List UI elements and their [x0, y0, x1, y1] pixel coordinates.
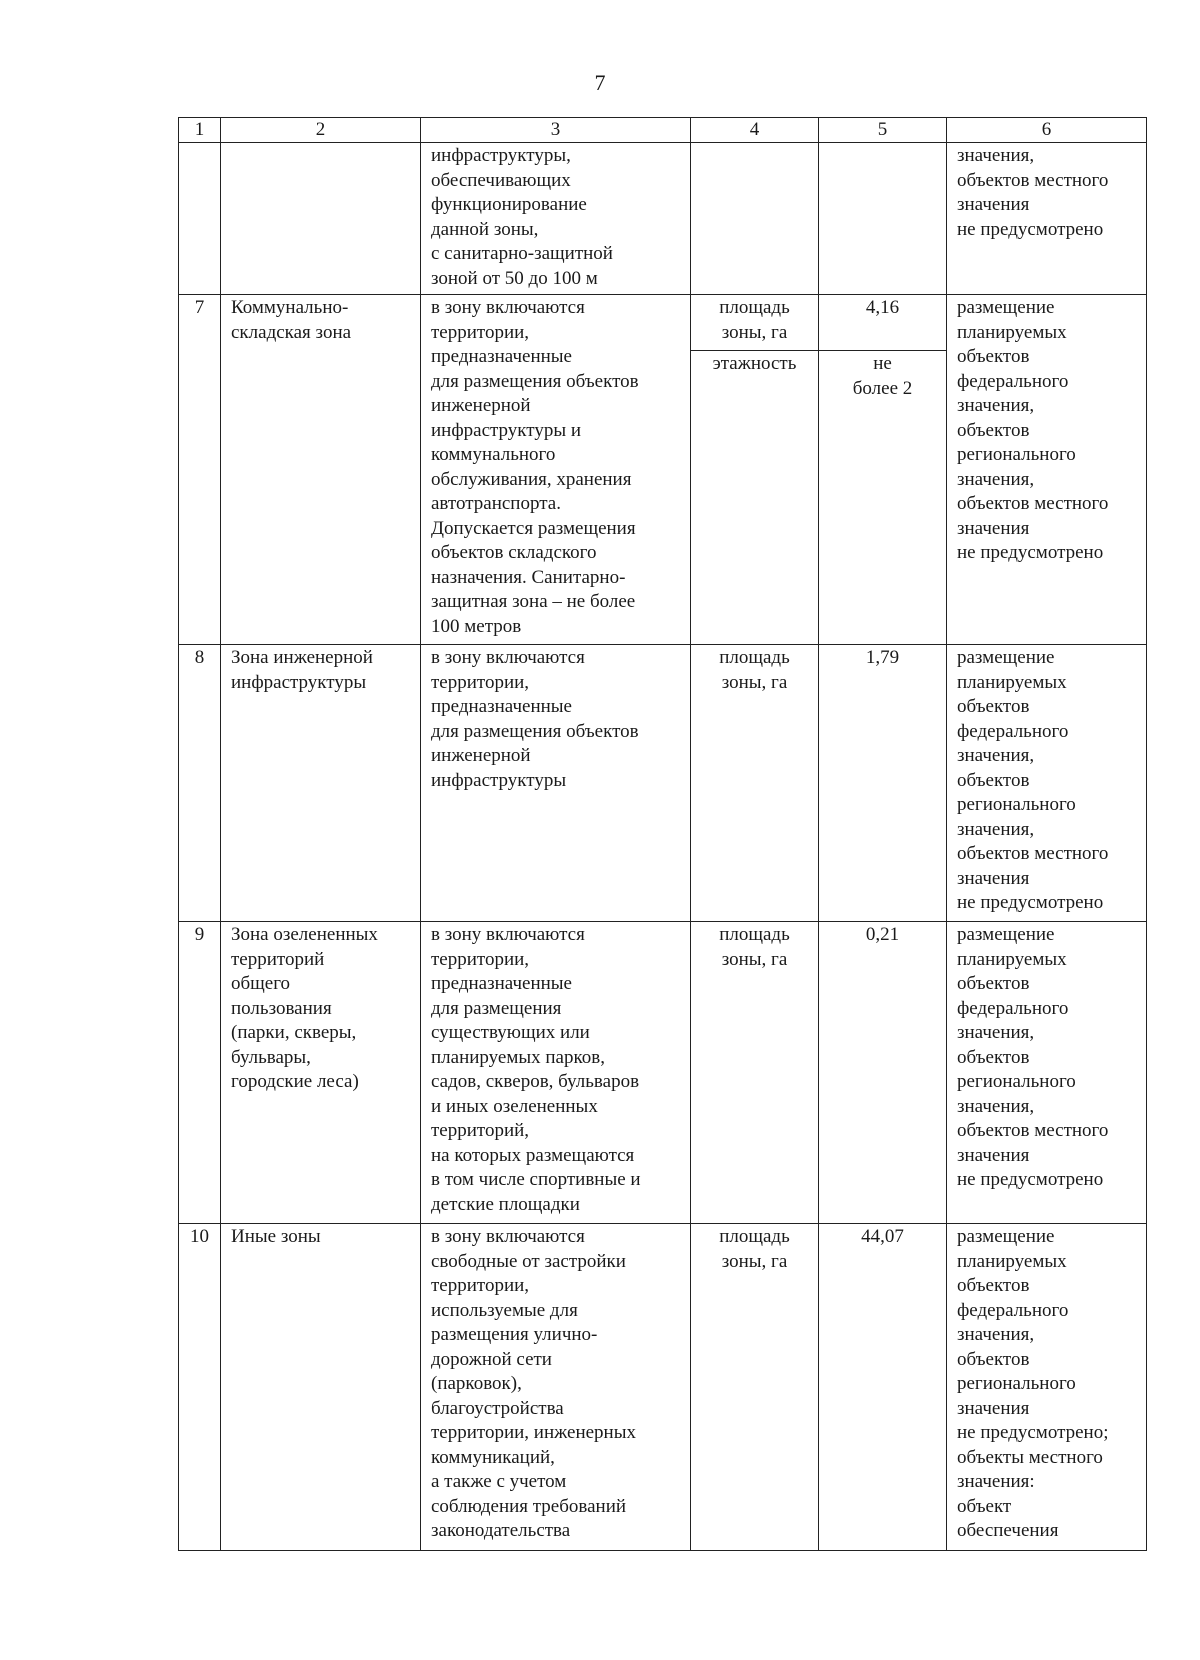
- value-cell: [819, 143, 947, 295]
- parameter-cell: площадь зоны, га: [691, 295, 819, 351]
- zone-name-cell: Зона инженерной инфраструктуры: [221, 645, 421, 922]
- value-cell: 0,21: [819, 922, 947, 1224]
- table-row: [179, 645, 1147, 922]
- zone-name-cell: Иные зоны: [221, 1224, 421, 1551]
- column-header: 2: [221, 118, 421, 143]
- note-cell: размещение планируемых объектов федерального значения, объектов регионального значения, объектов местного значения не предусмотрено: [947, 922, 1147, 1224]
- parameter-cell: площадь зоны, га: [691, 922, 819, 1224]
- table-header-row: [179, 118, 1147, 143]
- table-row: [179, 922, 1147, 1224]
- zone-name-cell: Коммунально- складская зона: [221, 295, 421, 645]
- table-row: [179, 295, 1147, 351]
- row-number-cell: 8: [179, 645, 221, 922]
- parameter-cell: [691, 143, 819, 295]
- note-cell: значения, объектов местного значения не предусмотрено: [947, 143, 1147, 295]
- parameter-cell: площадь зоны, га: [691, 645, 819, 922]
- zones-table: [178, 117, 1147, 1551]
- row-number-cell: 7: [179, 295, 221, 645]
- row-number-cell: [179, 143, 221, 295]
- column-header: 4: [691, 118, 819, 143]
- parameter-cell: этажность: [691, 351, 819, 645]
- value-cell: 4,16: [819, 295, 947, 351]
- value-cell: 44,07: [819, 1224, 947, 1551]
- table-row: [179, 143, 1147, 295]
- zone-description-cell: в зону включаются территории, предназначенные для размещения существующих или планируемых парков, садов, скверов, бульваров и иных озелененных территорий, на которых размещаются в том числе спортивные и детские площадки: [421, 922, 691, 1224]
- note-cell: размещение планируемых объектов федерального значения, объектов регионального значения, объектов местного значения не предусмотрено: [947, 645, 1147, 922]
- zone-description-cell: в зону включаются территории, предназначенные для размещения объектов инженерной инфраструктуры: [421, 645, 691, 922]
- zone-name-cell: Зона озелененных территорий общего пользования (парки, скверы, бульвары, городские леса): [221, 922, 421, 1224]
- row-number-cell: 10: [179, 1224, 221, 1551]
- page-number: 7: [594, 70, 606, 95]
- parameter-cell: площадь зоны, га: [691, 1224, 819, 1551]
- table-row: [179, 1224, 1147, 1551]
- zone-description-cell: инфраструктуры, обеспечивающих функционирование данной зоны, с санитарно-защитной зоной от 50 до 100 м: [421, 143, 691, 295]
- note-cell: размещение планируемых объектов федерального значения, объектов регионального значения, объектов местного значения не предусмотрено: [947, 295, 1147, 645]
- note-cell: размещение планируемых объектов федерального значения, объектов регионального значения не предусмотрено; объекты местного значения: объект обеспечения: [947, 1224, 1147, 1551]
- column-header: 1: [179, 118, 221, 143]
- row-number-cell: 9: [179, 922, 221, 1224]
- column-header: 3: [421, 118, 691, 143]
- zone-name-cell: [221, 143, 421, 295]
- zone-description-cell: в зону включаются свободные от застройки территории, используемые для размещения улично- дорожной сети (парковок), благоустройства территории, инженерных коммуникаций, а также с учетом соблюдения требований законодательства: [421, 1224, 691, 1551]
- value-cell: 1,79: [819, 645, 947, 922]
- zone-description-cell: в зону включаются территории, предназначенные для размещения объектов инженерной инфраструктуры и коммунального обслуживания, хранения автотранспорта. Допускается размещения объектов складского назначения. Санитарно- защитная зона – не более 100 метров: [421, 295, 691, 645]
- column-header: 6: [947, 118, 1147, 143]
- value-cell: не более 2: [819, 351, 947, 645]
- column-header: 5: [819, 118, 947, 143]
